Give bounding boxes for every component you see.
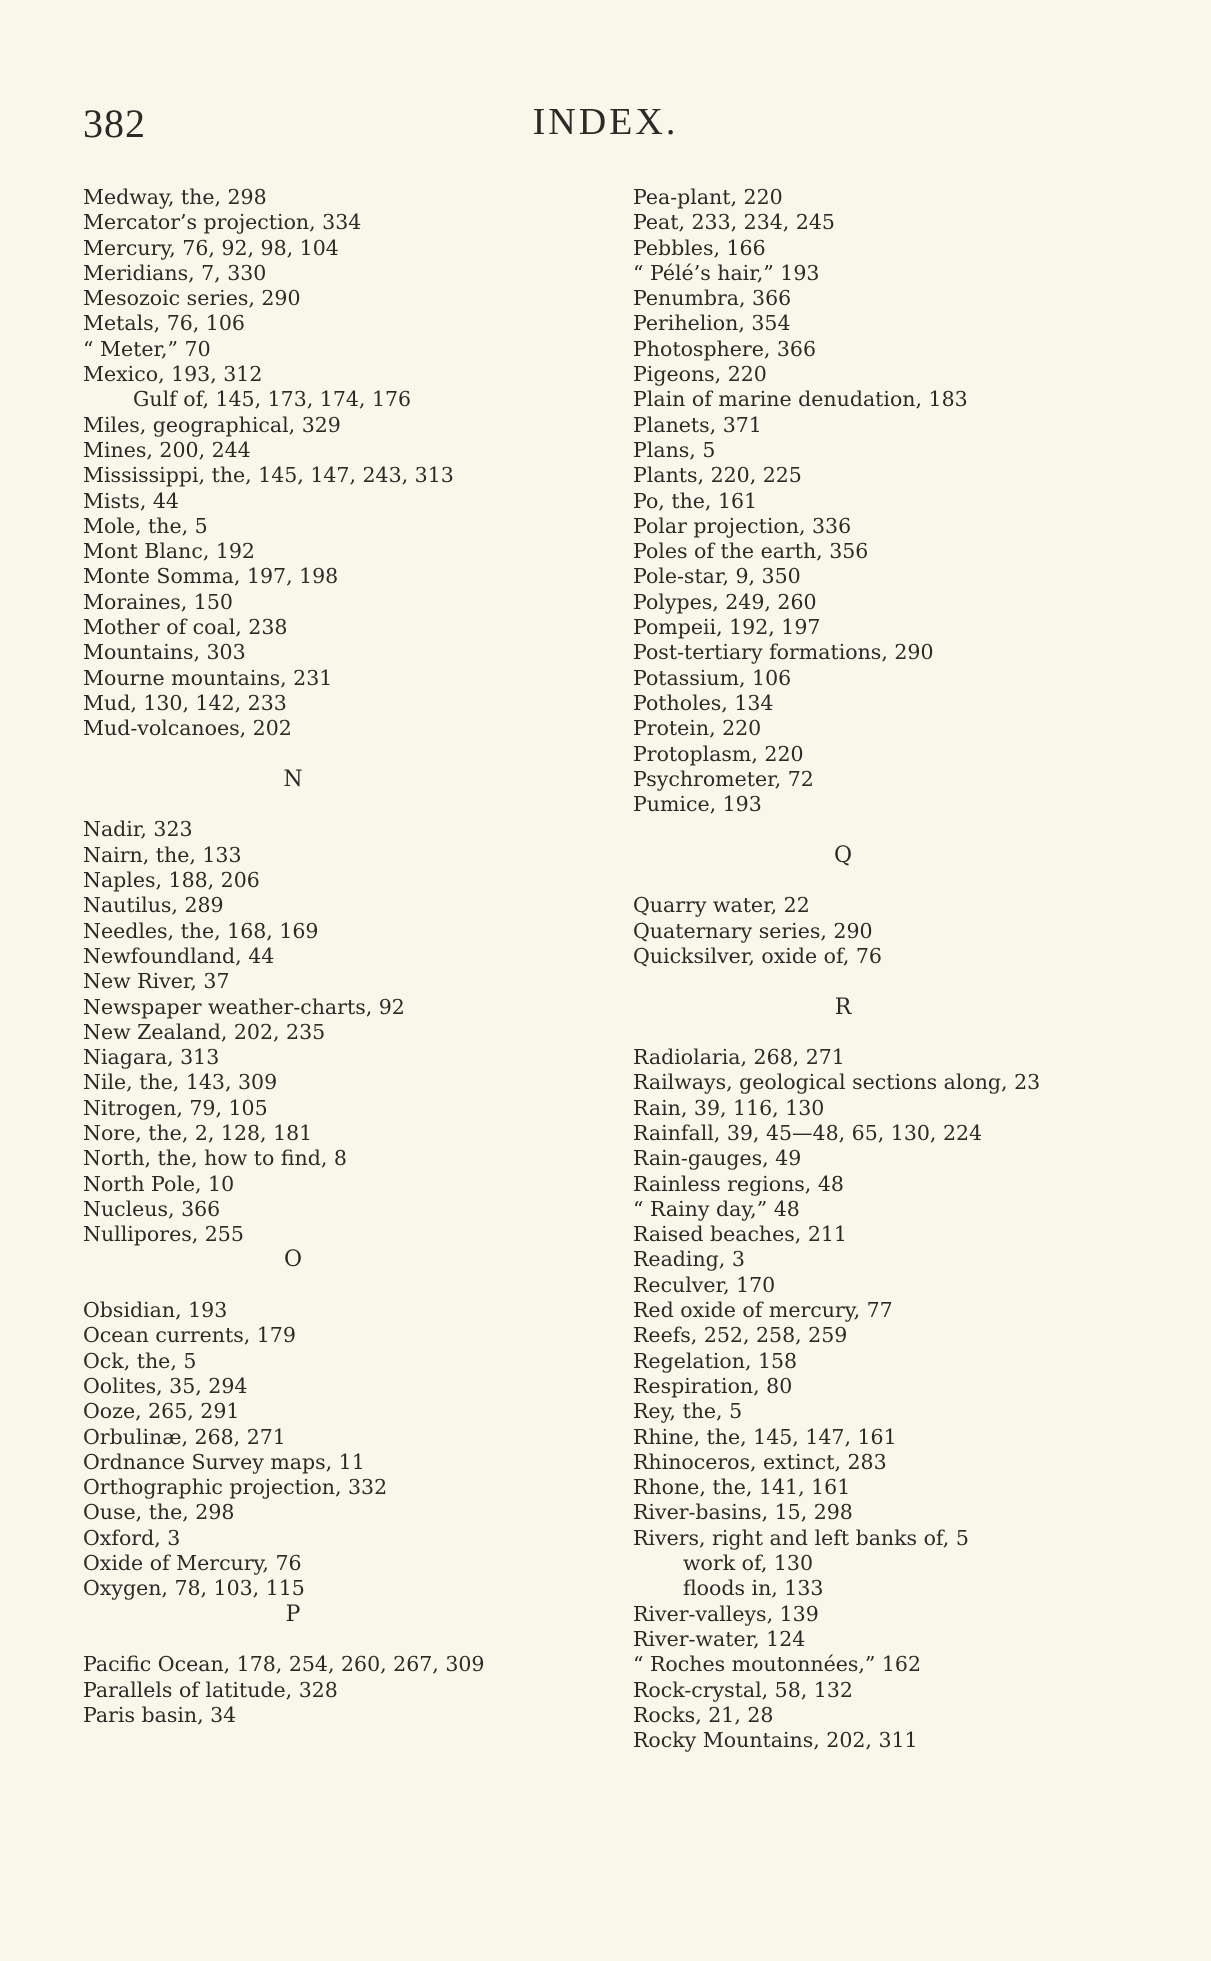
index-entry: “ Meter,” 70 <box>83 336 211 361</box>
index-entry: Pompeii, 192, 197 <box>633 615 821 640</box>
section-letter: R <box>834 994 852 1020</box>
index-entry: Rhinoceros, extinct, 283 <box>633 1449 887 1474</box>
index-entry: Newspaper weather-charts, 92 <box>83 994 405 1019</box>
index-entry: Nitrogen, 79, 105 <box>83 1095 268 1120</box>
index-entry: Paris basin, 34 <box>83 1702 237 1727</box>
index-entry: Planets, 371 <box>633 412 762 437</box>
index-subentry: floods in, 133 <box>683 1576 824 1601</box>
spacer <box>633 868 1193 893</box>
index-entry: Railways, geological sections along, 23 <box>633 1070 1041 1095</box>
index-entry: Nore, the, 2, 128, 181 <box>83 1120 313 1145</box>
index-entry: Rivers, right and left banks of, 5 <box>633 1525 969 1550</box>
index-entry: Po, the, 161 <box>633 488 758 513</box>
index-entry: Reading, 3 <box>633 1247 745 1272</box>
index-entry: Peat, 233, 234, 245 <box>633 210 835 235</box>
spacer <box>83 792 623 817</box>
index-entry: Post-tertiary formations, 290 <box>633 640 934 665</box>
spacer <box>633 969 1193 994</box>
index-entry: Nucleus, 366 <box>83 1196 221 1221</box>
index-entry: Polypes, 249, 260 <box>633 589 817 614</box>
index-entry: Rocks, 21, 28 <box>633 1702 774 1727</box>
index-entry: Nullipores, 255 <box>83 1222 244 1247</box>
index-entry: Oxford, 3 <box>83 1525 181 1550</box>
index-entry: Pumice, 193 <box>633 792 762 817</box>
index-entry: Orthographic projection, 332 <box>83 1475 388 1500</box>
index-entry: Red oxide of mercury, 77 <box>633 1298 893 1323</box>
index-entry: Quarry water, 22 <box>633 893 810 918</box>
index-entry: Mines, 200, 244 <box>83 437 251 462</box>
index-entry: Nadir, 323 <box>83 817 193 842</box>
index-entry: Plants, 220, 225 <box>633 463 802 488</box>
page-number: 382 <box>83 101 146 146</box>
index-entry: Potassium, 106 <box>633 665 792 690</box>
index-entry: Quaternary series, 290 <box>633 918 873 943</box>
section-letter: N <box>283 766 303 792</box>
index-entry: Mexico, 193, 312 <box>83 362 263 387</box>
index-entry: Rhone, the, 141, 161 <box>633 1475 851 1500</box>
index-entry: River-water, 124 <box>633 1626 806 1651</box>
index-entry: Pebbles, 166 <box>633 235 766 260</box>
index-entry: Polar projection, 336 <box>633 513 852 538</box>
page-title: INDEX. <box>532 101 679 143</box>
index-entry: Metals, 76, 106 <box>83 311 245 336</box>
index-entry: Oolites, 35, 294 <box>83 1373 248 1398</box>
index-entry: Parallels of latitude, 328 <box>83 1677 338 1702</box>
index-entry: Protein, 220 <box>633 716 762 741</box>
index-entry: Moraines, 150 <box>83 589 233 614</box>
index-entry: Pacific Ocean, 178, 254, 260, 267, 309 <box>83 1652 485 1677</box>
spacer <box>633 817 1193 842</box>
index-entry: Penumbra, 366 <box>633 286 792 311</box>
index-entry: Pole-star, 9, 350 <box>633 564 801 589</box>
index-entry: Raised beaches, 211 <box>633 1222 847 1247</box>
index-column-left <box>83 185 623 1728</box>
section-letter: O <box>283 1247 303 1273</box>
index-entry: Reefs, 252, 258, 259 <box>633 1323 848 1348</box>
index-entry: Plans, 5 <box>633 437 716 462</box>
index-entry: Mud-volcanoes, 202 <box>83 716 292 741</box>
section-letter: P <box>285 1601 301 1627</box>
index-subentry: work of, 130 <box>683 1551 813 1576</box>
index-column-right <box>633 185 1193 1753</box>
index-entry: Naples, 188, 206 <box>83 868 260 893</box>
index-entry: Mud, 130, 142, 233 <box>83 690 287 715</box>
index-entry: “ Roches moutonnées,” 162 <box>633 1652 922 1677</box>
index-entry: Ouse, the, 298 <box>83 1500 235 1525</box>
index-entry: Respiration, 80 <box>633 1373 793 1398</box>
index-entry: Niagara, 313 <box>83 1045 220 1070</box>
index-entry: Quicksilver, oxide of, 76 <box>633 943 882 968</box>
index-entry: Potholes, 134 <box>633 690 774 715</box>
index-entry: Mole, the, 5 <box>83 513 208 538</box>
spacer <box>83 1627 623 1652</box>
index-subentry: Gulf of, 145, 173, 174, 176 <box>133 387 412 412</box>
index-entry: New Zealand, 202, 235 <box>83 1019 326 1044</box>
index-entry: North Pole, 10 <box>83 1171 235 1196</box>
index-entry: “ Pélé’s hair,” 193 <box>633 260 820 285</box>
index-entry: Rainless regions, 48 <box>633 1171 844 1196</box>
index-entry: Rey, the, 5 <box>633 1399 743 1424</box>
index-entry: River-basins, 15, 298 <box>633 1500 853 1525</box>
index-entry: Radiolaria, 268, 271 <box>633 1045 845 1070</box>
index-entry: Protoplasm, 220 <box>633 741 804 766</box>
index-entry: Rainfall, 39, 45—48, 65, 130, 224 <box>633 1120 983 1145</box>
index-entry: Rhine, the, 145, 147, 161 <box>633 1424 897 1449</box>
index-entry: Rock-crystal, 58, 132 <box>633 1677 853 1702</box>
index-entry: Obsidian, 193 <box>83 1298 228 1323</box>
index-entry: “ Rainy day,” 48 <box>633 1196 800 1221</box>
index-entry: Nile, the, 143, 309 <box>83 1070 278 1095</box>
index-entry: Mourne mountains, 231 <box>83 665 333 690</box>
index-entry: New River, 37 <box>83 969 230 994</box>
index-entry: Mercator’s projection, 334 <box>83 210 362 235</box>
index-entry: Rocky Mountains, 202, 311 <box>633 1728 918 1753</box>
spacer <box>83 1273 623 1298</box>
section-letter: Q <box>833 842 853 868</box>
index-entry: Poles of the earth, 356 <box>633 539 869 564</box>
index-entry: Needles, the, 168, 169 <box>83 918 319 943</box>
index-entry: Reculver, 170 <box>633 1272 776 1297</box>
spacer <box>633 1020 1193 1045</box>
index-entry: Monte Somma, 197, 198 <box>83 564 339 589</box>
index-entry: Psychrometer, 72 <box>633 766 814 791</box>
index-entry: Mesozoic series, 290 <box>83 286 301 311</box>
index-entry: Mountains, 303 <box>83 640 246 665</box>
index-entry: Regelation, 158 <box>633 1348 798 1373</box>
index-entry: Rain, 39, 116, 130 <box>633 1095 825 1120</box>
index-entry: Mother of coal, 238 <box>83 615 288 640</box>
index-entry: Ordnance Survey maps, 11 <box>83 1449 365 1474</box>
index-entry: Pigeons, 220 <box>633 362 767 387</box>
index-entry: Nairn, the, 133 <box>83 842 242 867</box>
index-entry: Mercury, 76, 92, 98, 104 <box>83 235 339 260</box>
index-entry: Ock, the, 5 <box>83 1348 197 1373</box>
index-entry: North, the, how to find, 8 <box>83 1146 347 1171</box>
index-entry: Oxygen, 78, 103, 115 <box>83 1576 305 1601</box>
index-entry: Rain-gauges, 49 <box>633 1146 802 1171</box>
index-entry: Ooze, 265, 291 <box>83 1399 240 1424</box>
index-entry: Mississippi, the, 145, 147, 243, 313 <box>83 463 454 488</box>
spacer <box>83 742 623 767</box>
index-entry: Plain of marine denudation, 183 <box>633 387 968 412</box>
index-entry: Miles, geographical, 329 <box>83 412 341 437</box>
index-entry: River-valleys, 139 <box>633 1601 819 1626</box>
index-entry: Oxide of Mercury, 76 <box>83 1551 302 1576</box>
index-entry: Meridians, 7, 330 <box>83 260 267 285</box>
index-entry: Ocean currents, 179 <box>83 1323 296 1348</box>
index-entry: Pea-plant, 220 <box>633 185 783 209</box>
index-entry: Perihelion, 354 <box>633 311 791 336</box>
index-entry: Mont Blanc, 192 <box>83 539 255 564</box>
index-entry: Medway, the, 298 <box>83 185 267 209</box>
index-entry: Nautilus, 289 <box>83 893 224 918</box>
index-entry: Mists, 44 <box>83 488 179 513</box>
index-entry: Photosphere, 366 <box>633 336 816 361</box>
index-entry: Newfoundland, 44 <box>83 943 275 968</box>
index-entry: Orbulinæ, 268, 271 <box>83 1424 286 1449</box>
